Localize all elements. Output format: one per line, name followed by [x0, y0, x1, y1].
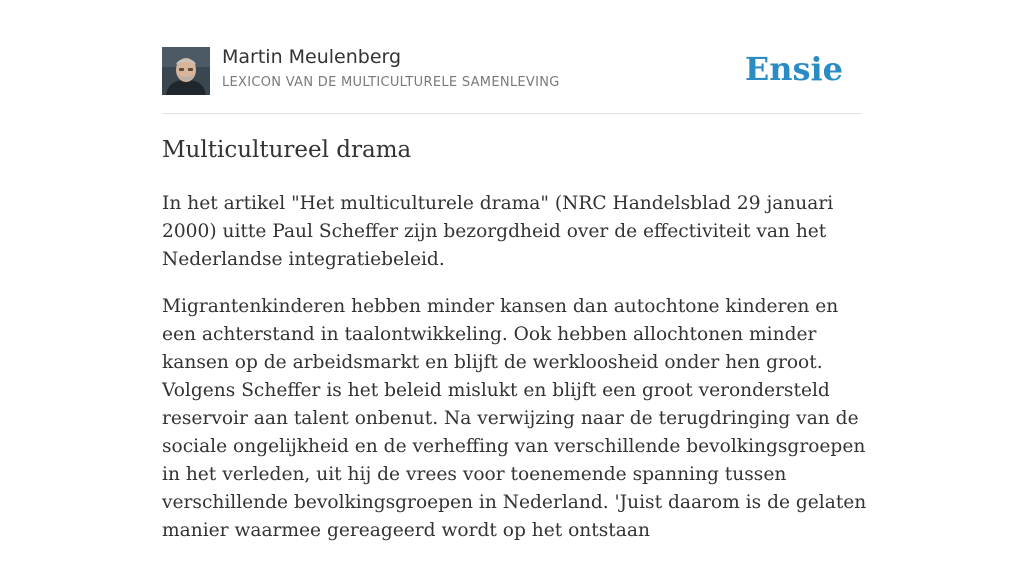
ensie-logo[interactable]: Ensie [744, 50, 843, 88]
article-paragraph: Migrantenkinderen hebben minder kansen dan autochtone kinderen en een achterstand in taalontwikkeling. Ook hebben allochtonen minder kansen op de arbeidsmarkt en blijft de werkloosheid onder hen groot. Volgens Scheffer is het beleid mislukt en blijft een groot verondersteld reservoir aan talent onbenut. Na verwijzing naar de terugdringing van de sociale ongelijkheid en de verheffing van verschillende bevolkingsgroepen in het verleden, uit hij de vrees voor toenemende spanning tussen verschillende bevolkingsgroepen in Nederland. 'Juist daarom is de gelaten manier waarmee gereageerd wordt op het ontstaan [162, 296, 867, 541]
article-paragraph: In het artikel "Het multiculturele drama" (NRC Handelsblad 29 januari 2000) uitte Paul Scheffer zijn bezorgdheid over de effectiviteit van het Nederlandse integratiebeleid. [162, 193, 834, 270]
article-title: Multicultureel drama [162, 137, 412, 163]
header-divider [162, 113, 862, 114]
author-name[interactable]: Martin Meulenberg [222, 46, 402, 68]
author-avatar[interactable] [162, 47, 210, 95]
avatar-portrait-icon [162, 47, 210, 95]
lexicon-title[interactable]: LEXICON VAN DE MULTICULTURELE SAMENLEVING [222, 75, 560, 90]
author-header [162, 46, 862, 96]
article-body [162, 190, 868, 564]
